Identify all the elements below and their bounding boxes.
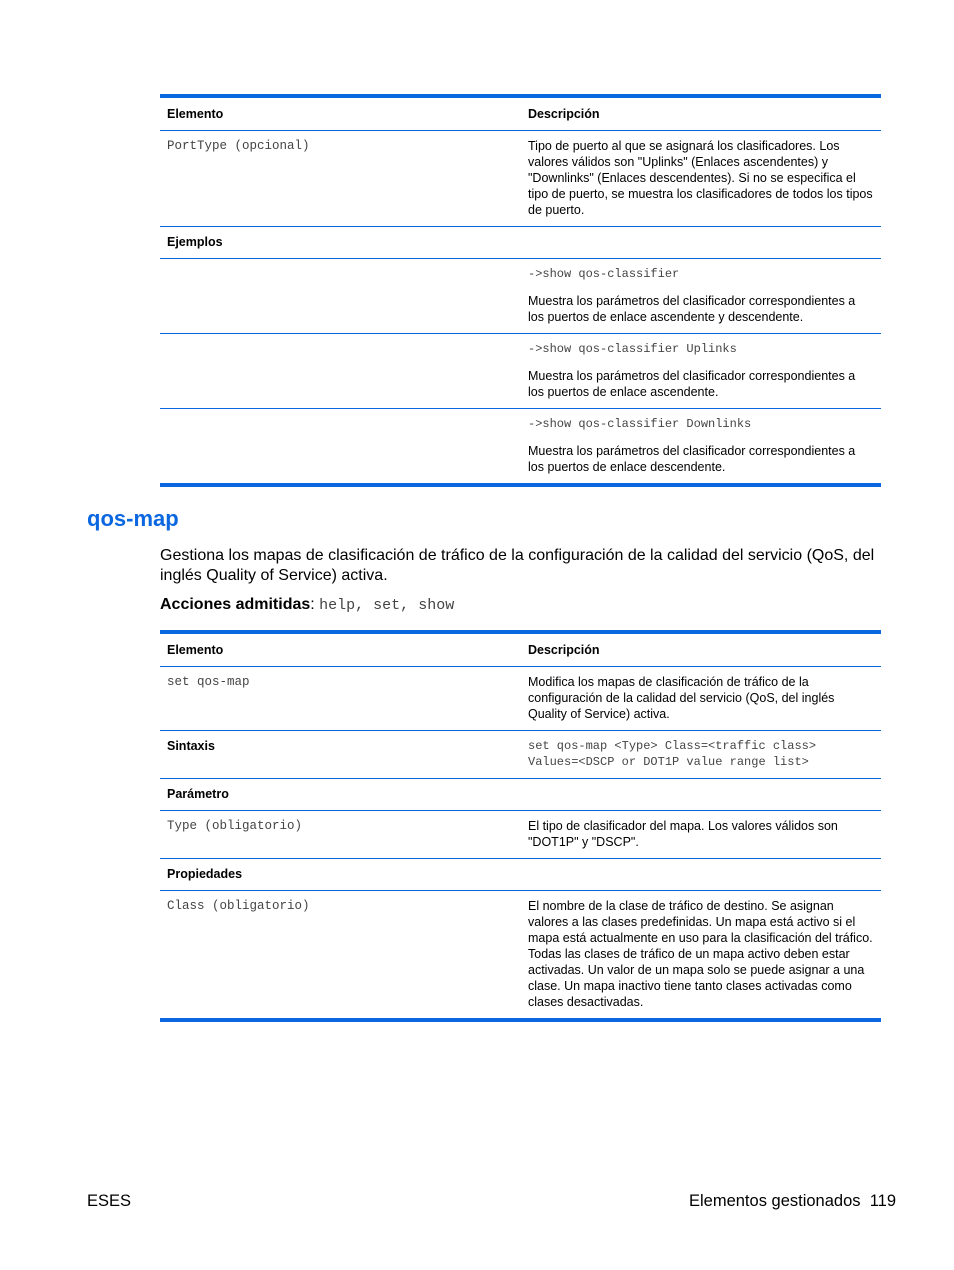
empty-cell [160,334,521,409]
example-row [160,259,881,334]
syntax-line: Values=<DSCP or DOT1P value range list> [528,755,809,769]
actions-value: help, set, show [319,597,455,614]
element-class: Class (obligatorio) [160,891,521,1021]
example-row [160,409,881,486]
header-elemento: Elemento [160,632,521,667]
empty-cell [521,227,881,259]
footer-section: Elementos gestionados [688,1192,861,1210]
header-elemento: Elemento [160,96,521,131]
element-type: Type (obligatorio) [160,811,521,859]
header-descripcion: Descripción [521,96,881,131]
empty-cell [160,259,521,334]
description-porttype: Tipo de puerto al que se asignará los clasificadores. Los valores válidos son "Uplinks" (Enlaces ascendentes) y "Downlinks" (Enlaces descendentes). Si no se especifica el tipo de puerto, se muestra los clasificadores de todos los tipos de puerto. [528,139,873,217]
section-intro: Gestiona los mapas de clasificación de tráfico de la configuración de la calidad del servicio (QoS, del inglés Quality of Service) activa. [160,547,875,584]
description-set-qos-map: Modifica los mapas de clasificación de tráfico de la configuración de la calidad del servicio (QoS, del inglés Quality of Service) activa. [528,675,835,721]
empty-cell [521,859,881,891]
syntax-row [160,731,881,779]
description-type: El tipo de clasificador del mapa. Los valores válidos son "DOT1P" y "DSCP". [521,811,881,859]
header-descripcion: Descripción [521,632,881,667]
porttype-table [160,94,881,487]
actions-separator: : [310,596,320,613]
description-class: El nombre de la clase de tráfico de destino. Se asignan valores a las clases predefinidas. Un mapa está activo si el mapa está actualmente en uso para la clasificación del tráfico. Todas las clases de tráfico de un mapa activo deben estar activadas. Un valor de un mapa solo se puede asignar a una clase. Un mapa inactivo tiene tanto clases activadas como clases desactivadas. [521,891,881,1021]
example-text: Muestra los parámetros del clasificador correspondientes a los puertos de enlace ascendente. [528,369,856,399]
section-row-examples [160,227,881,259]
page-number: 119 [869,1192,896,1210]
element-set-qos-map: set qos-map [167,675,250,689]
section-row-param [160,779,881,811]
table-header-row [160,632,881,667]
footer-right [689,1192,896,1211]
example-command: ->show qos-classifier [528,267,680,281]
section-label-props: Propiedades [160,859,521,891]
table-row [160,811,881,859]
example-cell [521,259,881,334]
table-row [160,131,881,227]
table-row [160,891,881,1021]
example-text: Muestra los parámetros del clasificador correspondientes a los puertos de enlace ascendente y descendente. [528,294,856,324]
footer-left: ESES [87,1192,132,1210]
section-label-param: Parámetro [160,779,521,811]
example-row [160,334,881,409]
element-porttype: PortType (opcional) [167,139,310,153]
section-title: qos-map [87,506,179,531]
actions-label: Acciones admitidas [160,596,311,613]
example-command: ->show qos-classifier Downlinks [528,417,752,431]
empty-cell [521,779,881,811]
supported-actions [160,596,454,614]
example-text: Muestra los parámetros del clasificador correspondientes a los puertos de enlace descendente. [528,444,856,474]
syntax-cell [521,731,881,779]
example-command: ->show qos-classifier Uplinks [528,342,737,356]
section-label-examples: Ejemplos [160,227,521,259]
syntax-line: set qos-map <Type> Class=<traffic class> [528,739,817,753]
example-cell [521,409,881,486]
syntax-label: Sintaxis [160,731,521,779]
example-cell [521,334,881,409]
empty-cell [160,409,521,486]
section-row-props [160,859,881,891]
table-row [160,667,881,731]
qos-map-table [160,630,881,1022]
table-header-row [160,96,881,131]
